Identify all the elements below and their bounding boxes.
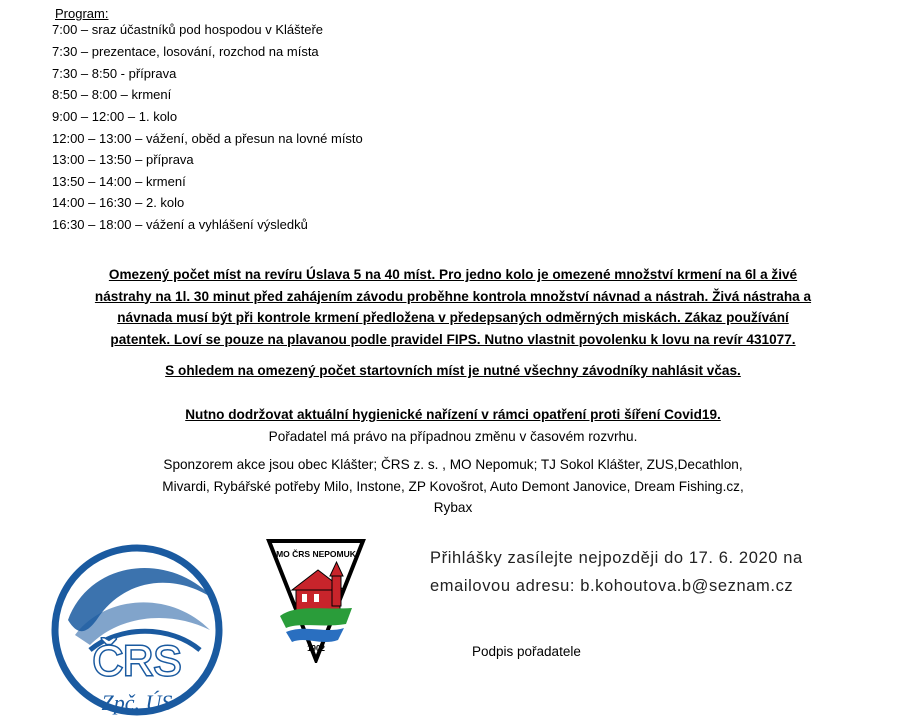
notice-line: patentek. Loví se pouze na plavanou podle pravidel FIPS. Nutno vlastnit povolenku k lovu na revír 431077. — [110, 331, 796, 347]
covid-notice: Nutno dodržovat aktuální hygienické nařízení v rámci opatření proti šíření Covid19. — [185, 407, 721, 422]
schedule-item: 14:00 – 16:30 – 2. kolo — [52, 195, 185, 210]
notice-line: nástrahy na 1l. 30 minut před zahájením závodu proběhne kontrola množství návnad a nástrah. Živá nástraha a — [94, 288, 812, 304]
sponsors-line: Rybax — [433, 500, 473, 515]
notice-line: návnada musí být při kontrole krmení předložena v předepsaných odměrných miskách. Zákaz používání — [117, 310, 789, 325]
schedule-item: 12:00 – 13:00 – vážení, oběd a přesun na lovné místo — [52, 131, 363, 146]
program-heading: Program: — [55, 6, 109, 21]
mo-nepomuk-logo — [266, 538, 366, 663]
nepomuk-logo-title: MO ČRS NEPOMUK — [276, 549, 356, 559]
application-info — [430, 544, 803, 600]
organizer-right-note: Pořadatel má právo na případnou změnu v časovém rozvrhu. — [268, 429, 638, 444]
registration-notice: S ohledem na omezený počet startovních míst je nutné všechny závodníky nahlásit včas. — [165, 363, 741, 378]
schedule-item: 16:30 – 18:00 – vážení a vyhlášení výsledků — [52, 217, 308, 232]
schedule-item: 9:00 – 12:00 – 1. kolo — [52, 109, 178, 124]
schedule-item: 13:50 – 14:00 – krmení — [52, 174, 186, 189]
schedule-item: 7:00 – sraz účastníků pod hospodou v Klášteře — [52, 22, 324, 37]
crs-logo-top-text: ČRS — [92, 637, 182, 684]
application-line: emailovou adresu: b.kohoutova.b@seznam.cz — [430, 577, 794, 595]
organizer-signature-label: Podpis pořadatele — [472, 644, 581, 659]
notice-line: Omezený počet míst na revíru Úslava 5 na 40 míst. Pro jedno kolo je omezené množství krmení na 6l a živé — [108, 267, 798, 282]
schedule-item: 7:30 – 8:50 - příprava — [52, 66, 177, 81]
application-line: Přihlášky zasílejte nejpozději do 17. 6. 2020 na — [430, 549, 803, 567]
schedule-item: 13:00 – 13:50 – příprava — [52, 152, 194, 167]
nepomuk-logo-year: 1902 — [307, 644, 325, 653]
sponsors-line: Mivardi, Rybářské potřeby Milo, Instone, ZP Kovošrot, Auto Demont Janovice, Dream Fishing.cz, — [162, 478, 744, 494]
limit-notice — [60, 264, 846, 350]
sponsors-line: Sponzorem akce jsou obec Klášter; ČRS z. s. , MO Nepomuk; TJ Sokol Klášter, ZUS,Decathlon, — [163, 457, 743, 472]
schedule-item: 7:30 – prezentace, losování, rozchod na místa — [52, 44, 319, 59]
schedule-item: 8:50 – 8:00 – krmení — [52, 87, 172, 102]
crs-logo-bottom-text: Zpč. ÚS — [101, 690, 173, 715]
sponsors-text — [60, 454, 846, 519]
crs-logo — [50, 540, 225, 720]
